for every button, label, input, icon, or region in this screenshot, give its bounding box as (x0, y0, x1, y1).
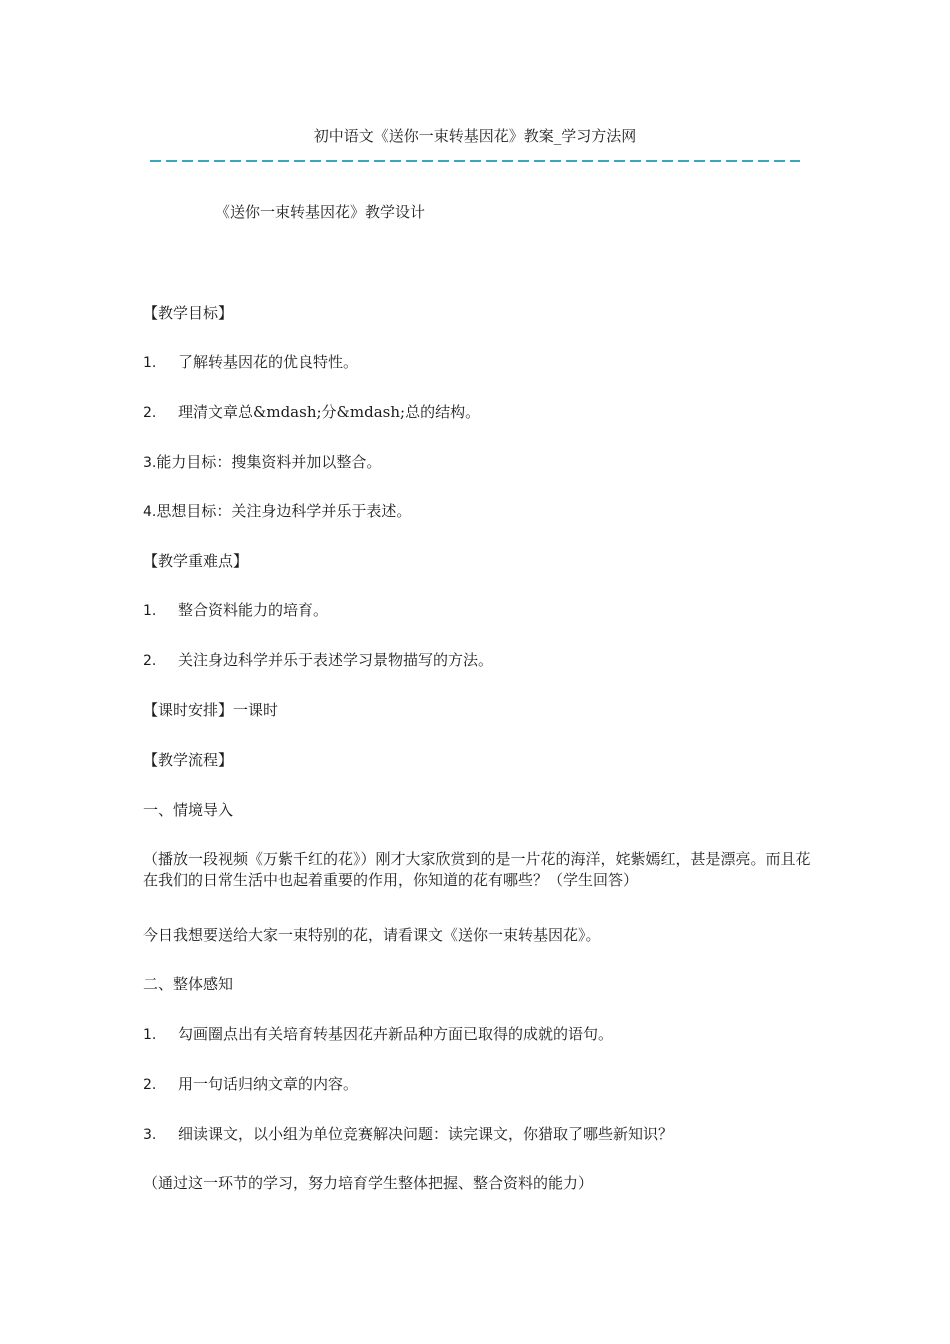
intro-paragraph: 今日我想要送给大家一束特别的花，请看课文《送你一束转基因花》。 (143, 926, 601, 944)
task-text: 细读课文，以小组为单位竞赛解决问题：读完课文，你猎取了哪些新知识？ (178, 1125, 674, 1143)
key-point-item (143, 650, 813, 671)
objective-item (143, 352, 813, 373)
task-text: 勾画圈点出有关培育转基因花卉新品种方面已取得的成就的语句。 (178, 1025, 614, 1043)
key-point-text: 关注身边科学并乐于表述学习景物描写的方法。 (178, 651, 494, 669)
task-item (143, 1024, 813, 1045)
document-subtitle: 《送你一束转基因花》教学设计 (215, 203, 426, 221)
key-point-text: 整合资料能力的培育。 (178, 601, 329, 619)
schedule-line: 【课时安排】一课时 (143, 701, 279, 719)
objective-text: 能力目标：搜集资料并加以整合。 (156, 453, 382, 471)
objective-text: 了解转基因花的优良特性。 (178, 353, 359, 371)
dashed-divider (150, 160, 800, 162)
objective-number: 1. (143, 355, 157, 371)
task-item (143, 1124, 813, 1145)
objectives-heading: 【教学目标】 (143, 304, 234, 322)
section-heading: 一、情境导入 (143, 801, 234, 819)
objective-number: 4. (143, 504, 157, 520)
objective-item (143, 452, 813, 473)
process-heading: 【教学流程】 (143, 751, 234, 769)
key-point-number: 2. (143, 653, 157, 669)
objective-number: 2. (143, 405, 157, 421)
objective-text: 理清文章总&mdash;分&mdash;总的结构。 (178, 403, 481, 421)
task-text: 用一句话归纳文章的内容。 (178, 1075, 359, 1093)
objective-number: 3. (143, 455, 157, 471)
objective-item (143, 402, 813, 423)
objective-text: 思想目标：关注身边科学并乐于表述。 (156, 502, 412, 520)
section-heading: 二、整体感知 (143, 975, 234, 993)
key-point-item (143, 600, 813, 621)
intro-paragraph: （播放一段视频《万紫千红的花》）刚才大家欣赏到的是一片花的海洋，姹紫嫣红，甚是漂亮。而且花在我们的日常生活中也起着重要的作用，你知道的花有哪些？（学生回答） (143, 850, 811, 889)
key-point-number: 1. (143, 603, 157, 619)
task-number: 1. (143, 1027, 157, 1043)
task-number: 2. (143, 1077, 157, 1093)
task-item (143, 1074, 813, 1095)
objective-item (143, 501, 813, 522)
task-number: 3. (143, 1127, 157, 1143)
section-note: （通过这一环节的学习，努力培育学生整体把握、整合资料的能力） (143, 1174, 594, 1192)
key-points-heading: 【教学重难点】 (143, 552, 249, 570)
document-title: 初中语文《送你一束转基因花》教案_学习方法网 (313, 127, 637, 145)
